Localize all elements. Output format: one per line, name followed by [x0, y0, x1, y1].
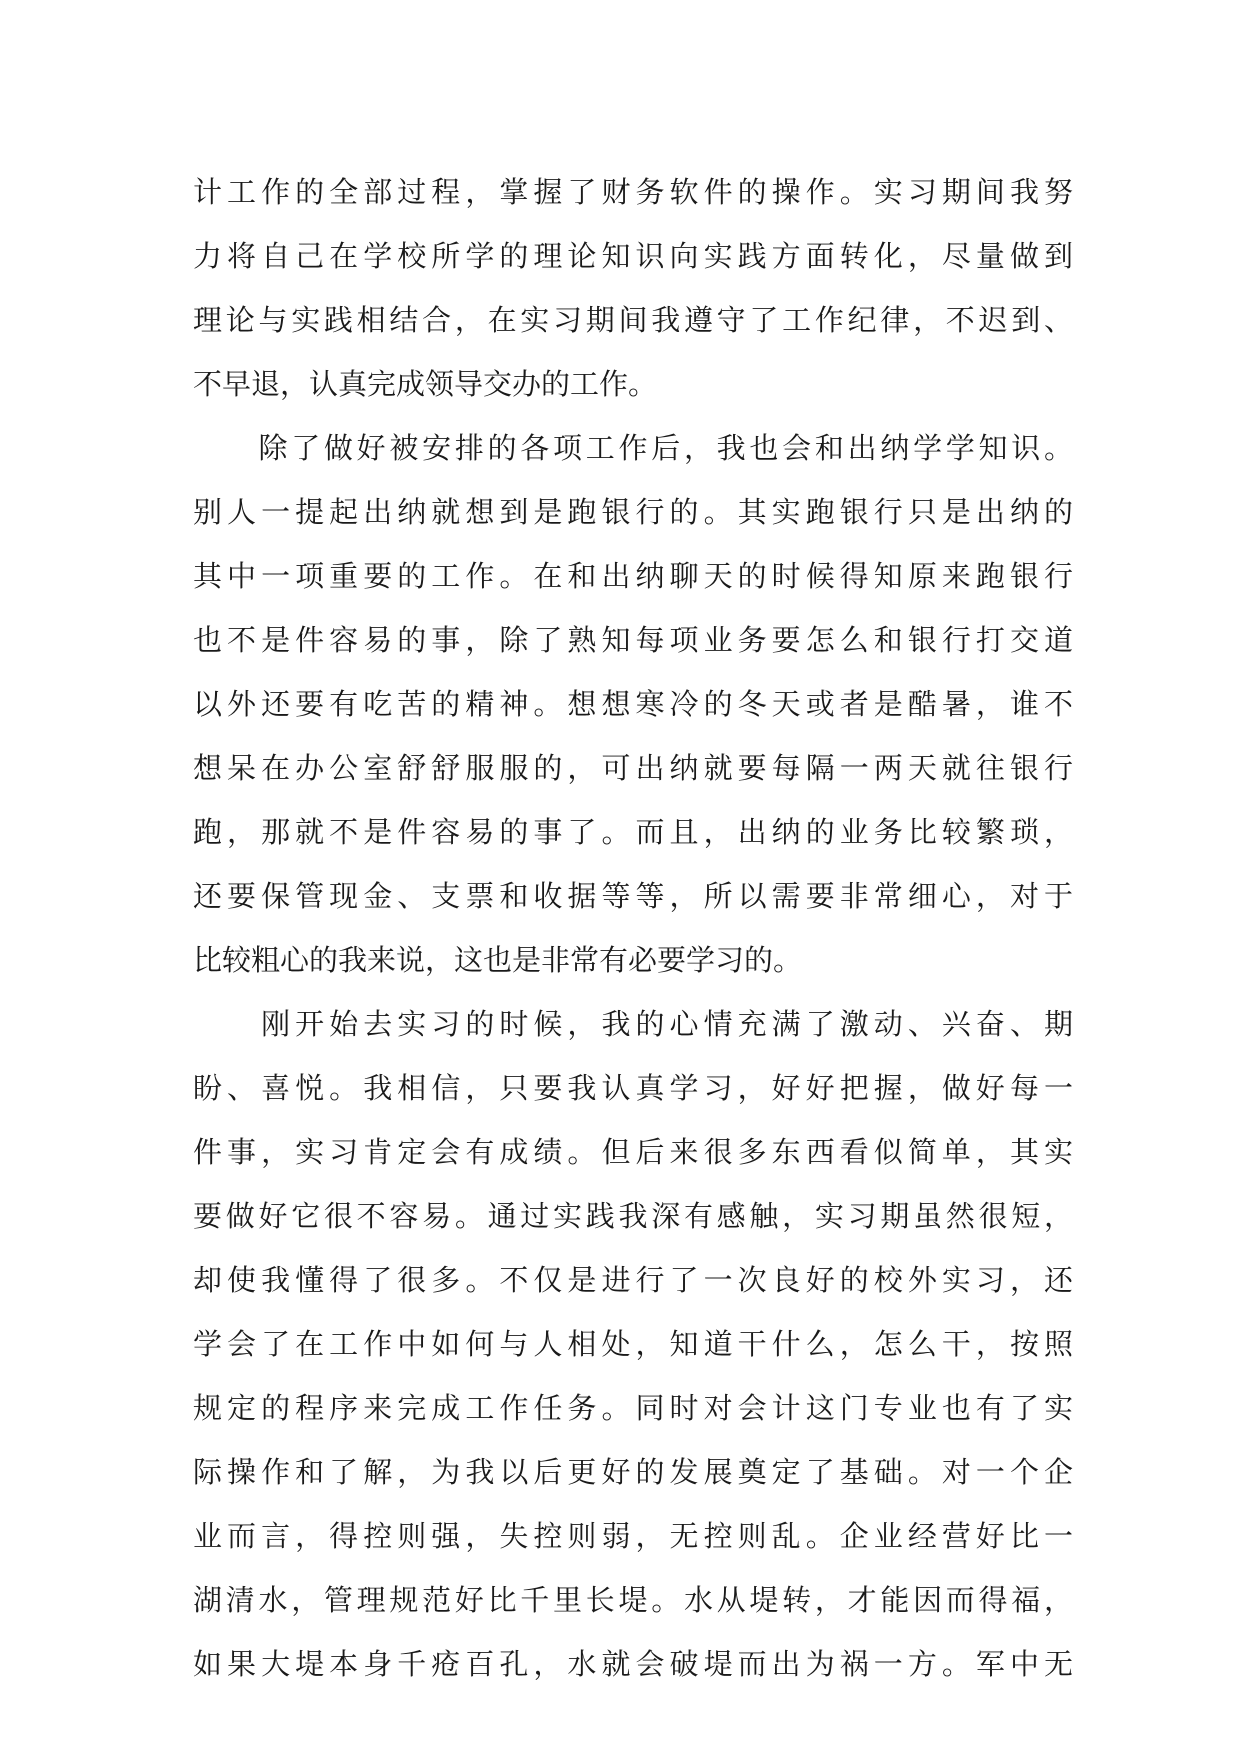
text-line: 不早退，认真完成领导交办的工作。 [193, 367, 658, 401]
text-line: 却使我懂得了很多。不仅是进行了一次良好的校外实习，还 [193, 1263, 1073, 1297]
text-line: 也不是件容易的事，除了熟知每项业务要怎么和银行打交道 [193, 623, 1073, 657]
text-line: 别人一提起出纳就想到是跑银行的。其实跑银行只是出纳的 [193, 495, 1073, 529]
text-line: 湖清水，管理规范好比千里长堤。水从堤转，才能因而得福， [193, 1583, 1073, 1617]
text-line: 计工作的全部过程，掌握了财务软件的操作。实习期间我努 [193, 175, 1073, 209]
text-line: 盼、喜悦。我相信，只要我认真学习，好好把握，做好每一 [193, 1071, 1073, 1105]
text-line: 要做好它很不容易。通过实践我深有感触，实习期虽然很短， [193, 1199, 1073, 1233]
text-line: 跑，那就不是件容易的事了。而且，出纳的业务比较繁琐， [193, 815, 1073, 849]
text-line: 业而言，得控则强，失控则弱，无控则乱。企业经营好比一 [193, 1519, 1073, 1553]
text-line: 刚开始去实习的时候，我的心情充满了激动、兴奋、期 [193, 1007, 1073, 1041]
text-line: 如果大堤本身千疮百孔，水就会破堤而出为祸一方。军中无 [193, 1647, 1073, 1681]
text-line: 件事，实习肯定会有成绩。但后来很多东西看似简单，其实 [193, 1135, 1073, 1169]
text-line: 理论与实践相结合，在实习期间我遵守了工作纪律，不迟到、 [193, 303, 1073, 337]
body-text [193, 160, 1073, 1696]
text-line: 除了做好被安排的各项工作后，我也会和出纳学学知识。 [193, 431, 1073, 465]
text-line: 比较粗心的我来说，这也是非常有必要学习的。 [193, 943, 803, 977]
text-line: 学会了在工作中如何与人相处，知道干什么，怎么干，按照 [193, 1327, 1073, 1361]
text-line: 以外还要有吃苦的精神。想想寒冷的冬天或者是酷暑，谁不 [193, 687, 1073, 721]
text-line: 还要保管现金、支票和收据等等，所以需要非常细心，对于 [193, 879, 1073, 913]
text-line: 际操作和了解，为我以后更好的发展奠定了基础。对一个企 [193, 1455, 1073, 1489]
text-line: 其中一项重要的工作。在和出纳聊天的时候得知原来跑银行 [193, 559, 1073, 593]
text-line: 想呆在办公室舒舒服服的，可出纳就要每隔一两天就往银行 [193, 751, 1073, 785]
text-line: 规定的程序来完成工作任务。同时对会计这门专业也有了实 [193, 1391, 1073, 1425]
text-line: 力将自己在学校所学的理论知识向实践方面转化，尽量做到 [193, 239, 1073, 273]
